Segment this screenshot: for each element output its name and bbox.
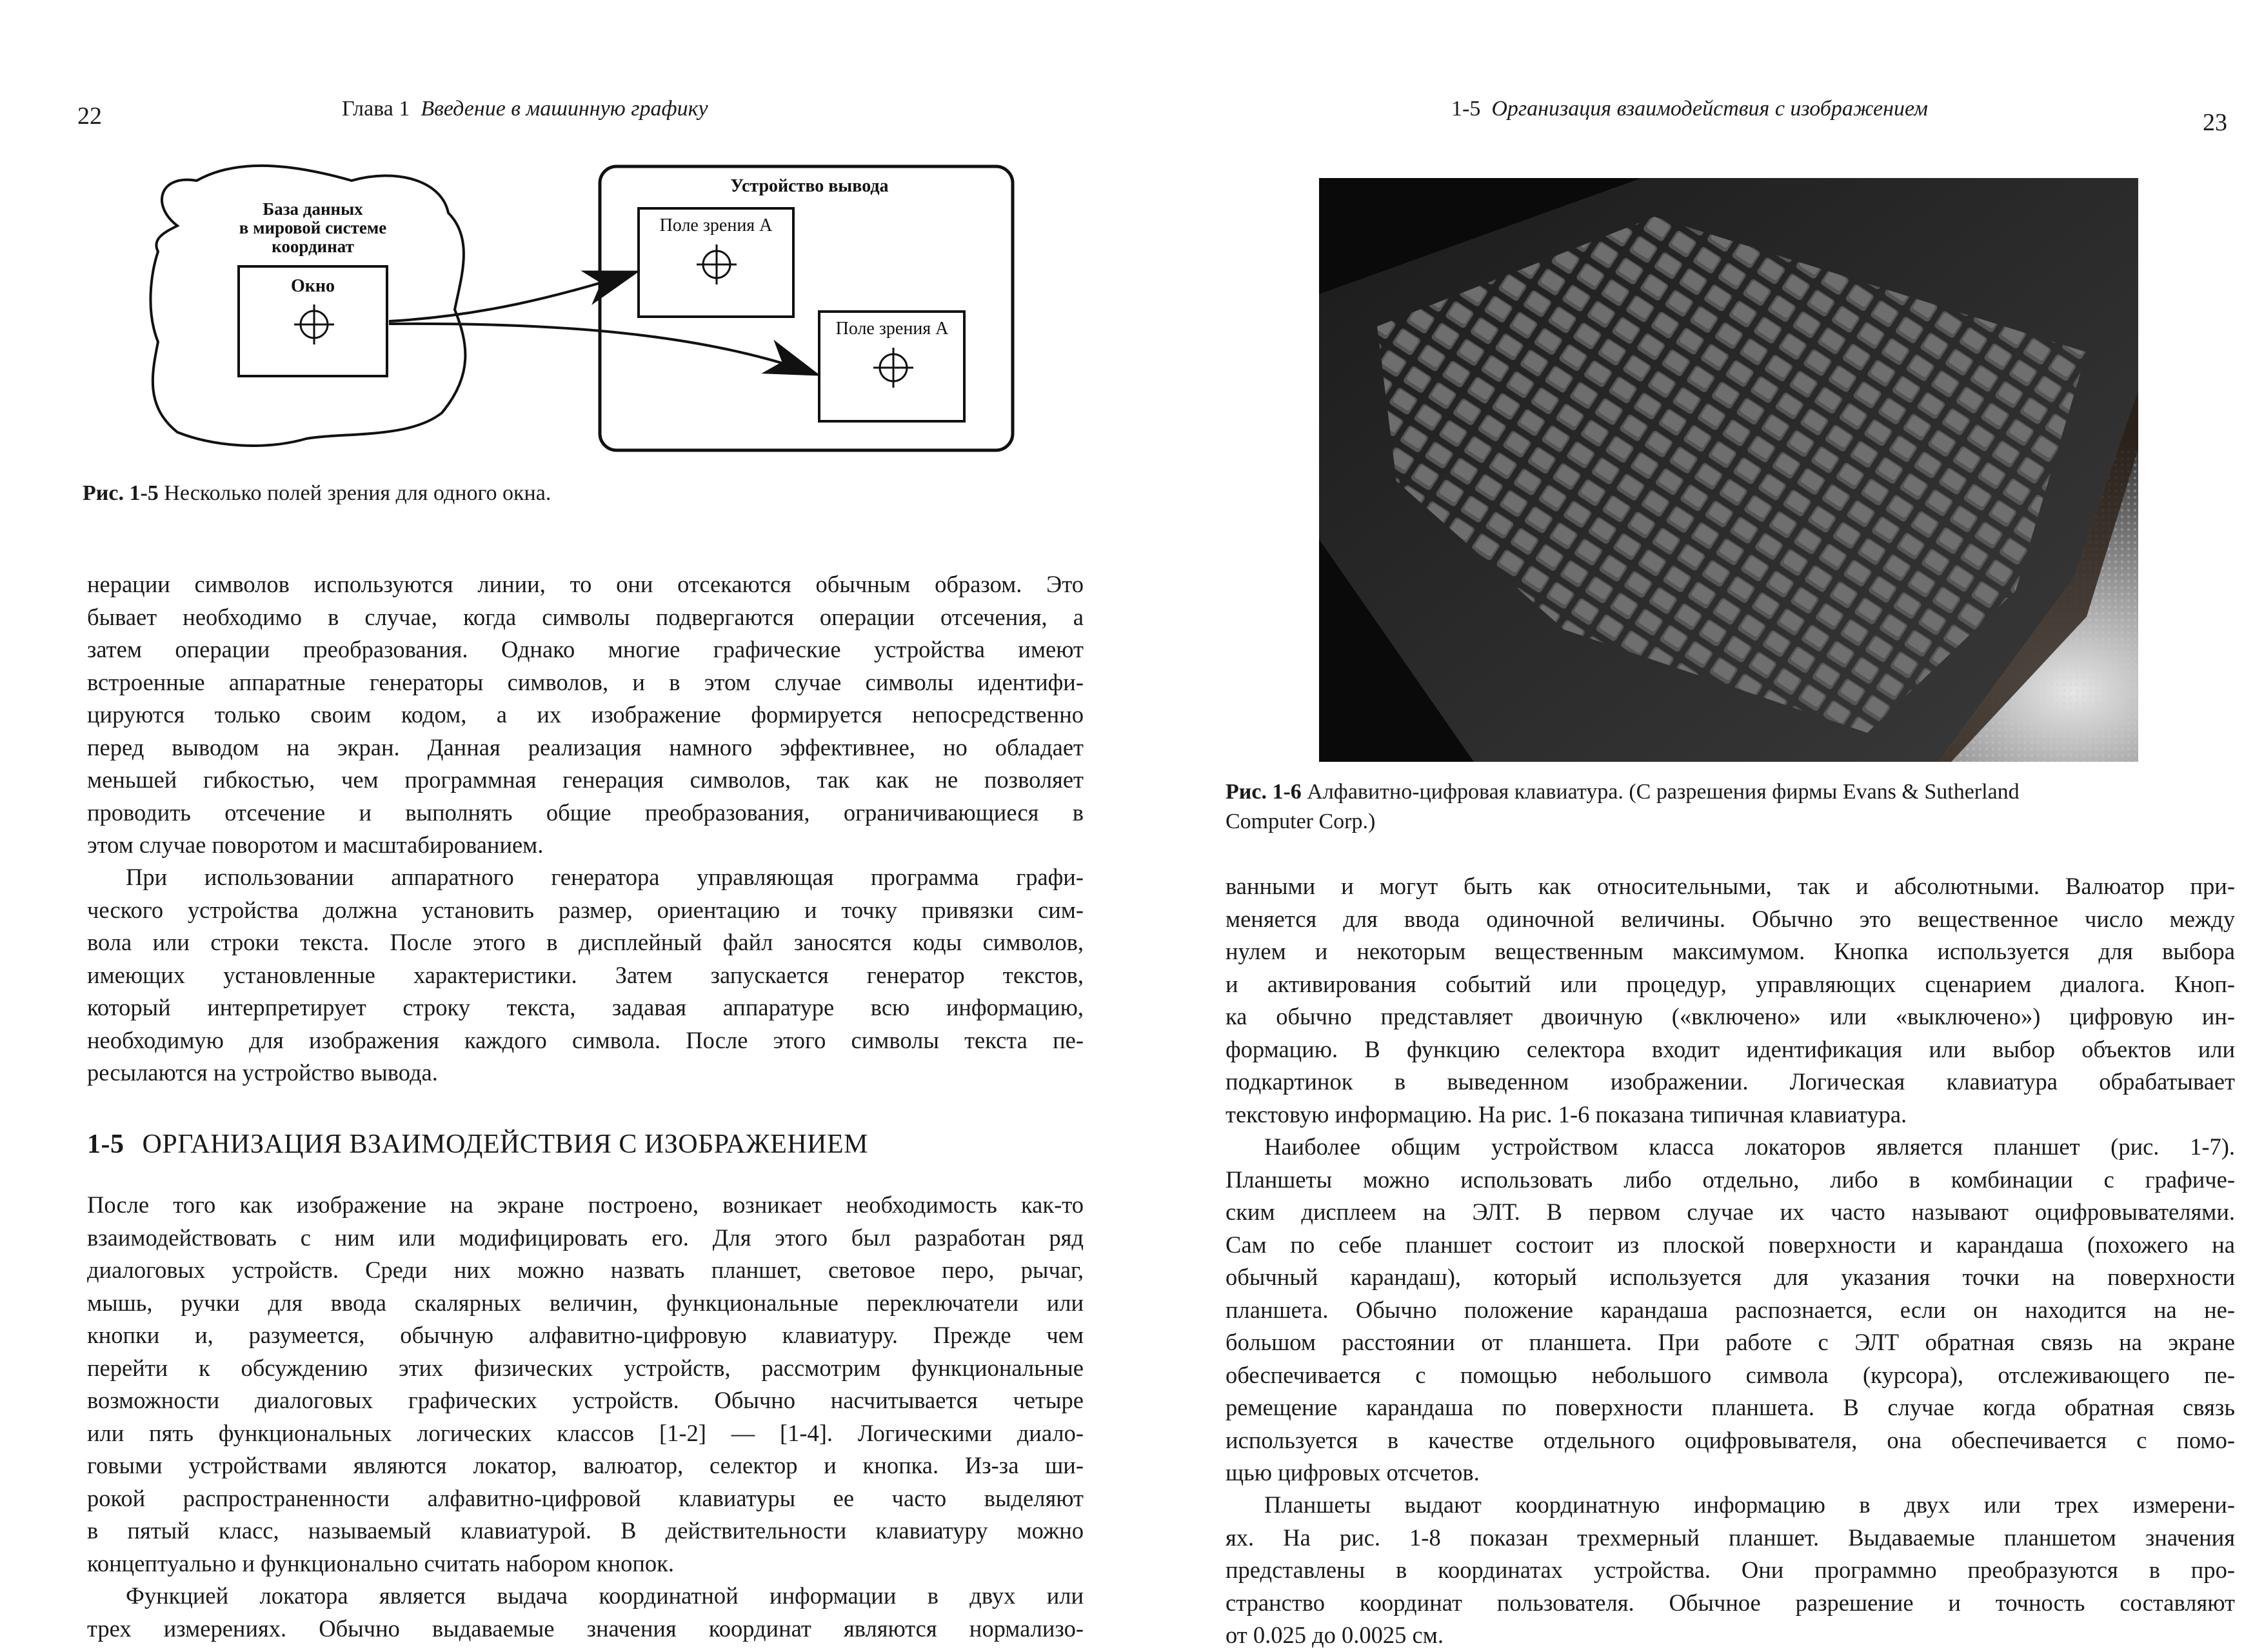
db-label: [239, 199, 386, 256]
text-line: нулем и некоторым вещественным максимумом. Кнопка используется для выбора: [1226, 938, 2235, 964]
running-head-chapter: Глава 1: [342, 97, 410, 121]
text-line: ремещение карандаша по поверхности планшета. В случае когда обратная связь: [1226, 1394, 2235, 1420]
running-head-title: Введение в машинную графику: [421, 97, 708, 121]
text-line: большом расстоянии от планшета. При работе с ЭЛТ обратная связь на экране: [1226, 1329, 2235, 1355]
text-line: и активирования событий или процедур, управляющих сценарием диалога. Кноп-: [1226, 970, 2235, 997]
running-head-title: Организация взаимодействия с изображением: [1491, 97, 1928, 121]
text-line: имеющих установленные характеристики. Затем запускается генератор текстов,: [87, 961, 1084, 988]
paragraph: [1226, 1489, 2235, 1652]
paragraph: [1226, 1131, 2235, 1489]
text-line: ях. На рис. 1-8 показан трехмерный планшет. Выдаваемые планшетом значения: [1226, 1524, 2235, 1551]
text-line: который интерпретирует строку текста, задавая аппаратуре всю информацию,: [87, 994, 1084, 1020]
text-line: ресылаются на устройство вывода.: [87, 1059, 438, 1086]
text-line: кнопки и, разумеется, обычную алфавитно-цифровую клавиатуру. Прежде чем: [87, 1322, 1084, 1348]
text-line: ческого устройства должна установить размер, ориентацию и точку привязки сим-: [87, 896, 1084, 923]
text-line: ка обычно представляет двоичную («включено» или «выключено») цифровую ин-: [1226, 1003, 2235, 1030]
text-line: перед выводом на экран. Данная реализация намного эффективнее, но обладает: [87, 733, 1084, 761]
text-line: мышь, ручки для ввода скалярных величин, функциональные переключатели или: [87, 1289, 1084, 1316]
text-line: Сам по себе планшет состоит из плоской поверхности и карандаша (похожего на: [1226, 1231, 2235, 1258]
db-label-line-3: координат: [272, 237, 354, 256]
page-number: 22: [77, 103, 102, 130]
db-label-line-2: в мировой системе: [239, 218, 387, 237]
text-line: проводить отсечение и выполнять общие преобразования, ограничивающиеся в: [87, 799, 1084, 826]
right-page: [1132, 0, 2264, 1648]
left-page: [0, 0, 1132, 1645]
text-line: говыми устройствами являются локатор, валюатор, селектор и кнопка. Из-за ши-: [87, 1452, 1084, 1478]
text-line: представлены в координатах устройства. Они программно преобразуются в про-: [1226, 1557, 2235, 1583]
window-label: Окно: [290, 276, 335, 296]
text-line: или пять функциональных логических классов [1-2] — [1-4]. Логическими диало-: [87, 1419, 1084, 1446]
crosshair-icon: [873, 348, 913, 388]
text-line: необходимую для изображения каждого символа. После этого символы текста пе-: [87, 1026, 1084, 1053]
text-line: диалоговых устройств. Среди них можно назвать планшет, световое перо, рычаг,: [87, 1257, 1084, 1283]
text-line: затем операции преобразования. Однако многие графические устройства имеют: [87, 636, 1084, 662]
text-line: Планшеты выдают координатную информацию в двух или трех измерени-: [1264, 1491, 2235, 1518]
figure-1-6-caption: [1226, 777, 2235, 837]
text-line: в пятый класс, называемый клавиатурой. В действительности клавиатуру можно: [87, 1517, 1084, 1544]
mapping-arrow-2: [389, 324, 816, 374]
viewport-2-label: Поле зрения A: [835, 319, 949, 339]
text-line: При использовании аппаратного генератора управляющая программа графи-: [126, 864, 1084, 890]
text-line: бывает необходимо в случае, когда символы подвергаются операции отсечения, а: [87, 603, 1084, 630]
db-label-line-1: База данных: [263, 199, 363, 219]
page-number: 23: [2203, 109, 2227, 136]
text-line: перейти к обсуждению этих физических устройств, рассмотрим функциональные: [87, 1354, 1084, 1381]
text-line: концептуально и функционально считать набором кнопок.: [87, 1549, 674, 1577]
text-line: текстовую информацию. На рис. 1-6 показана типичная клавиатура.: [1226, 1100, 1907, 1128]
text-line: планшета. Обычно положение карандаша распознается, если он находится на не-: [1226, 1296, 2235, 1323]
text-line: меньшей гибкостью, чем программная генерация символов, так как не позволяет: [87, 766, 1084, 793]
paragraph: [87, 1580, 1084, 1645]
figure-1-5-diagram: [139, 161, 1016, 458]
paragraph: [1226, 870, 2235, 1131]
text-line: используется в качестве отдельного оцифровывателя, она обеспечивается с помо-: [1226, 1426, 2235, 1453]
text-line: Функцией локатора является выдача координатной информации в двух или: [126, 1582, 1084, 1609]
paragraph: [87, 1189, 1084, 1580]
text-line: вола или строки текста. После этого в дисплейный файл заносятся коды символов,: [87, 929, 1084, 955]
text-line: этом случае поворотом и масштабированием.: [87, 831, 544, 858]
paragraph: [87, 568, 1084, 862]
section-title: ОРГАНИЗАЦИЯ ВЗАИМОДЕЙСТВИЯ С ИЗОБРАЖЕНИЕМ: [142, 1130, 869, 1159]
text-line: нерации символов используются линии, то они отсекаются обычным образом. Это: [87, 571, 1084, 597]
text-line: После того как изображение на экране построено, возникает необходимость как-то: [87, 1191, 1084, 1218]
crosshair-icon: [294, 304, 334, 344]
caption-text-line-2: Computer Corp.): [1226, 810, 1376, 833]
text-line: встроенные аппаратные генераторы символов, и в этом случае символы идентифи-: [87, 668, 1084, 695]
section-heading: [87, 1129, 868, 1160]
caption-label: Рис. 1-5: [83, 481, 159, 505]
section-number: 1-5: [87, 1130, 124, 1159]
text-line: Наиболее общим устройством класса локаторов является планшет (рис. 1-7).: [1264, 1133, 2235, 1160]
text-line: обычный карандаш), который используется для указания точки на поверхности: [1226, 1264, 2235, 1290]
text-line: взаимодействовать с ним или модифицировать его. Для этого был разработан ряд: [87, 1224, 1084, 1251]
text-line: ванными и могут быть как относительными, так и абсолютными. Валюатор при-: [1226, 873, 2235, 899]
running-head: [1451, 97, 1928, 121]
text-line: от 0.025 до 0.0025 см.: [1226, 1622, 1444, 1648]
text-line: щью цифровых отсчетов.: [1226, 1459, 1480, 1486]
text-line: цируются только своим кодом, а их изображение формируется непосредственно: [87, 701, 1084, 728]
text-line: трех измерениях. Обычно выдаваемые значения координат являются нормализо-: [87, 1615, 1084, 1642]
text-line: странство координат пользователя. Обычное разрешение и точность составляют: [1226, 1589, 2235, 1616]
running-head-section: 1-5: [1451, 97, 1481, 121]
paragraph: [87, 861, 1084, 1090]
viewport-1-label: Поле зрения A: [659, 215, 773, 235]
text-line: возможности диалоговых графических устройств. Обычно насчитывается четыре: [87, 1387, 1084, 1413]
text-line: Планшеты можно использовать либо отдельно, либо в комбинации с графиче-: [1226, 1166, 2235, 1193]
text-line: подкартинок в выведенном изображении. Логическая клавиатура обрабатывает: [1226, 1068, 2235, 1095]
running-head: [342, 97, 708, 121]
crosshair-icon: [697, 244, 737, 284]
text-line: рокой распространенности алфавитно-цифровой клавиатуры ее часто выделяют: [87, 1484, 1084, 1511]
text-line: формацию. В функцию селектора входит идентификация или выбор объектов или: [1226, 1035, 2235, 1062]
caption-text-line-1: Алфавитно-цифровая клавиатура. (С разрешения фирмы Evans & Sutherland: [1307, 780, 2020, 804]
output-device-label: Устройство вывода: [730, 176, 889, 196]
caption-label: Рис. 1-6: [1226, 780, 1302, 804]
text-line: обеспечивается с помощью небольшого символа (курсора), отслеживающего пе-: [1226, 1361, 2235, 1388]
text-line: меняется для ввода одиночной величины. Обычно это вещественное число между: [1226, 905, 2235, 932]
caption-text: Несколько полей зрения для одного окна.: [164, 481, 551, 505]
text-line: ским дисплеем на ЭЛТ. В первом случае их часто называют оцифровывателями.: [1226, 1199, 2235, 1225]
figure-1-5-caption: [83, 479, 551, 508]
figure-1-6-keyboard-photo: [1319, 178, 2138, 762]
